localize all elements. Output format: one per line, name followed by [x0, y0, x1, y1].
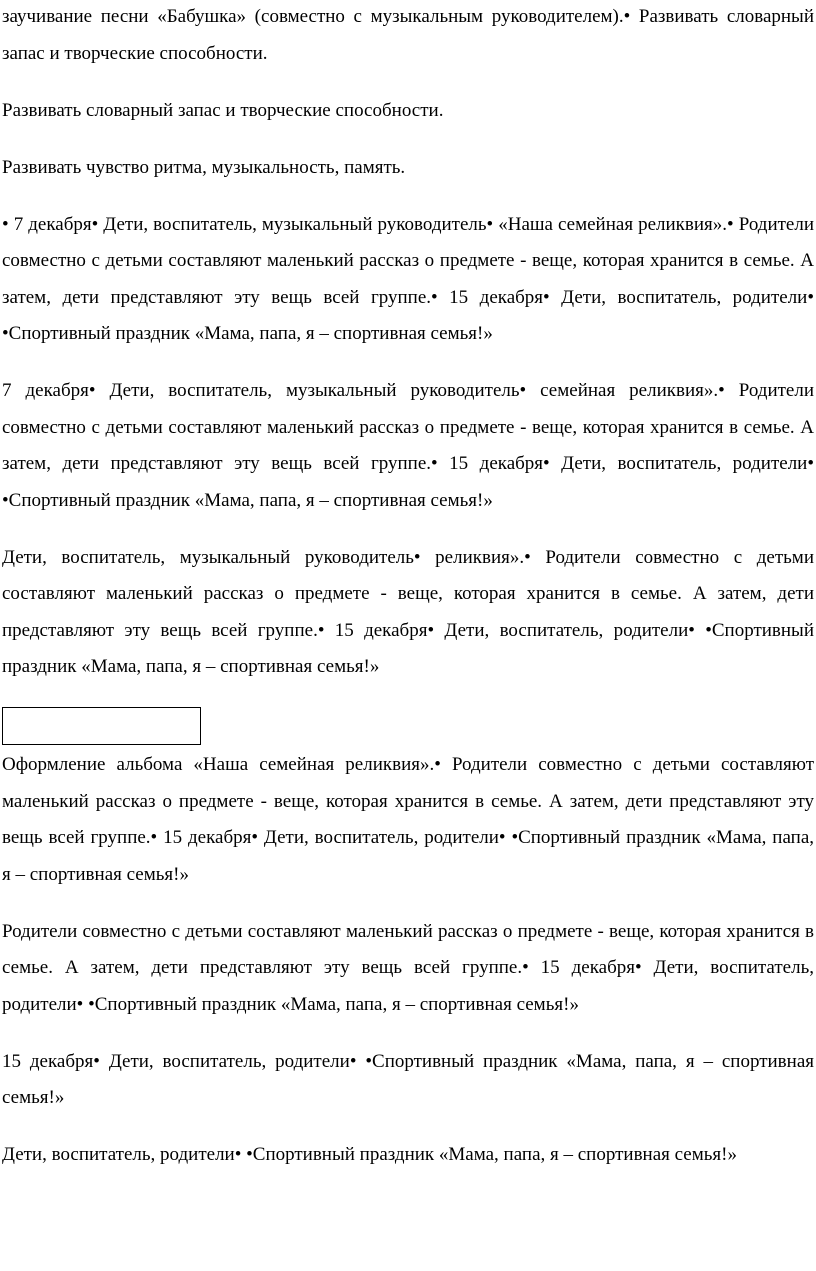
paragraph-vocabulary: Развивать словарный запас и творческие способности.: [2, 99, 444, 121]
paragraph-dec7-full: • 7 декабря• Дети, воспитатель, музыкальный руководитель• «Наша семейная реликвия».• Родители совместно с детьми составляют маленький рассказ о предмете - веще, которая хранится в семье. А затем, дети представляют эту вещь всей группе.• 15 декабря• Дети, воспитатель, родители• •Спортивный праздник «Мама, папа, я – спортивная семья!»: [2, 213, 814, 344]
paragraph-dec15: 15 декабря• Дети, воспитатель, родители• •Спортивный праздник «Мама, папа, я – спортивная семья!»: [2, 1050, 814, 1108]
paragraph-participants: Дети, воспитатель, музыкальный руководитель• реликвия».• Родители совместно с детьми составляют маленький рассказ о предмете - веще, которая хранится в семье. А затем, дети представляют эту вещь всей группе.• 15 декабря• Дети, воспитатель, родители• •Спортивный праздник «Мама, папа, я – спортивная семья!»: [2, 546, 814, 677]
paragraph-dec7-partial: 7 декабря• Дети, воспитатель, музыкальный руководитель• семейная реликвия».• Родители совместно с детьми составляют маленький рассказ о предмете - веще, которая хранится в семье. А затем, дети представляют эту вещь всей группе.• 15 декабря• Дети, воспитатель, родители• •Спортивный праздник «Мама, папа, я – спортивная семья!»: [2, 380, 814, 511]
paragraph-album: Оформление альбома «Наша семейная реликвия».• Родители совместно с детьми составляют маленький рассказ о предмете - веще, которая хранится в семье. А затем, дети представляют эту вещь всей группе.• 15 декабря• Дети, воспитатель, родители• •Спортивный праздник «Мама, папа, я – спортивная семья!»: [2, 754, 814, 885]
paragraph-rhythm: Развивать чувство ритма, музыкальность, память.: [2, 156, 406, 178]
paragraph-parents: Родители совместно с детьми составляют маленький рассказ о предмете - веще, которая хранится в семье. А затем, дети представляют эту вещь всей группе.• 15 декабря• Дети, воспитатель, родители• •Спортивный праздник «Мама, папа, я – спортивная семья!»: [2, 920, 814, 1015]
empty-frame: [2, 707, 201, 745]
paragraph-sports-festival: Дети, воспитатель, родители• •Спортивный праздник «Мама, папа, я – спортивная семья!»: [2, 1144, 737, 1165]
paragraph-song-learning: заучивание песни «Бабушка» (совместно с музыкальным руководителем).• Развивать словарный запас и творческие способности.: [2, 6, 814, 64]
empty-frame-wrapper: [2, 706, 814, 747]
